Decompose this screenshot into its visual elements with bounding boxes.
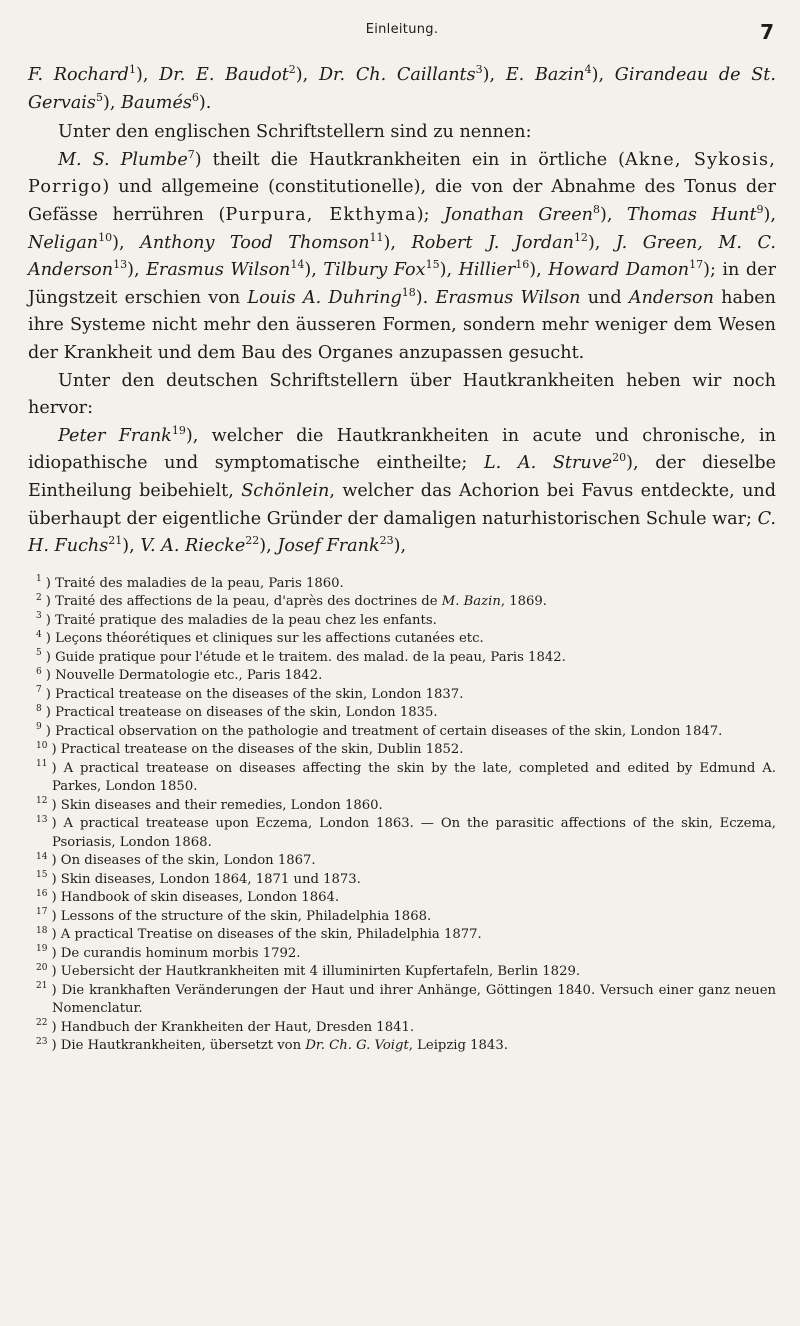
- footnote-reference: 14: [290, 258, 305, 272]
- footnote-number: 4: [36, 629, 42, 640]
- footnote-paren: ): [45, 631, 56, 647]
- text-run: ), welcher die Hautkrankheiten in acute und chronische, in idiopathische und symptomatische eintheilte;: [28, 425, 776, 474]
- footnote-16: [28, 889, 776, 908]
- footnote-paren: ): [51, 1019, 61, 1035]
- text-run: Traité des maladies de la peau, Paris 1860.: [55, 575, 344, 591]
- text-run: Handbook of skin diseases, London 1864.: [60, 890, 340, 906]
- text-run: und: [580, 287, 629, 308]
- text-run: ).: [415, 287, 436, 308]
- body-text: [28, 62, 776, 561]
- text-run: Traité pratique des maladies de la peau chez les enfants.: [55, 612, 437, 628]
- author-name: Peter Frank: [58, 425, 172, 446]
- footnote-number: 15: [36, 870, 48, 881]
- author-name: Thomas Hunt: [627, 204, 757, 225]
- text-run: ),: [393, 536, 407, 557]
- footnote-15: [28, 871, 776, 890]
- text-run: ),: [304, 260, 324, 281]
- text-run: ); in der Jüngstzeit erschien von: [28, 260, 776, 308]
- author-name: F. Rochard: [28, 65, 129, 85]
- footnote-number: 9: [36, 722, 42, 733]
- footnote-reference: 2: [288, 63, 296, 77]
- footnote-paren: ): [51, 1038, 61, 1054]
- text-run: ),: [383, 232, 412, 253]
- footnote-reference: 20: [612, 451, 627, 465]
- footnote-number: 10: [36, 740, 48, 751]
- footnote-paren: ): [45, 686, 56, 702]
- footnote-paren: ): [51, 964, 61, 980]
- author-name: V. A. Riecke: [140, 536, 246, 557]
- text-run: ),: [587, 232, 616, 253]
- author-name: Baumés: [121, 92, 192, 113]
- footnote-8: [28, 704, 776, 723]
- footnote-12: [28, 797, 776, 816]
- footnote-reference: 4: [584, 63, 592, 77]
- footnote-paren: ): [51, 742, 61, 758]
- text-run: Skin diseases, London 1864, 1871 und 1873.: [60, 871, 361, 887]
- author-name: Anderson: [628, 287, 714, 308]
- paragraph-german-authors: [28, 423, 776, 561]
- paragraph-german-intro: [28, 368, 776, 423]
- text-run: ),: [529, 260, 549, 281]
- text-run: ), der dieselbe Eintheilung beibehielt,: [28, 453, 776, 501]
- footnote-4: [28, 630, 776, 649]
- footnote-paren: ): [45, 575, 56, 591]
- footnote-number: 5: [36, 648, 42, 659]
- footnote-6: [28, 667, 776, 686]
- footnotes: [28, 575, 776, 1056]
- text-run: Traité des affections de la peau, d'après des doctrines de: [55, 594, 442, 610]
- text-run: Skin diseases and their remedies, London 1860.: [60, 797, 383, 813]
- page-header: [28, 0, 776, 56]
- footnote-reference: 19: [171, 423, 186, 437]
- text-run: Die Hautkrankheiten, übersetzt von: [60, 1038, 306, 1054]
- footnote-paren: ): [45, 668, 56, 684]
- text-run: , 1869.: [500, 594, 547, 610]
- footnote-paren: ): [51, 816, 64, 832]
- footnote-paren: ): [51, 927, 61, 943]
- footnote-paren: ): [45, 594, 56, 610]
- author-name: Louis A. Duhring: [247, 287, 402, 308]
- author-name: Tilbury Fox: [323, 260, 426, 281]
- text-run: A practical treatease upon Eczema, London 1863. — On the parasitic affections of the skin, Eczema, Psoriasis, London 1868.: [52, 816, 776, 850]
- footnote-number: 11: [36, 759, 48, 770]
- footnote-reference: 9: [756, 203, 764, 217]
- footnote-reference: 10: [98, 230, 113, 244]
- text-run: haben ihre Systeme nicht mehr den äusseren Formen, sondern mehr weniger dem Wesen der Krankheit und dem Bau des Organes anzupassen gesucht.: [28, 287, 776, 363]
- author-name: Schönlein: [241, 480, 330, 501]
- author-name: Dr. Ch. G. Voigt: [305, 1038, 409, 1054]
- author-name: Hillier: [458, 260, 516, 281]
- text-run: Die krankhaften Veränderungen der Haut und ihrer Anhänge, Göttingen 1840. Versuch einer ganz neuen Nomenclatur.: [52, 982, 776, 1017]
- paragraph-french-authors: [28, 62, 776, 117]
- footnote-23: [28, 1037, 776, 1056]
- footnote-paren: ): [45, 612, 56, 628]
- footnote-paren: ): [51, 982, 62, 998]
- footnote-3: [28, 612, 776, 631]
- footnote-paren: ): [51, 760, 64, 776]
- text-run: On diseases of the skin, London 1867.: [60, 853, 316, 869]
- text-run: Lessons of the structure of the skin, Philadelphia 1868.: [60, 908, 432, 924]
- footnote-number: 22: [36, 1018, 48, 1029]
- text-run: , Leipzig 1843.: [408, 1038, 508, 1054]
- footnote-19: [28, 945, 776, 964]
- text-run: Unter den englischen Schriftstellern sind zu nennen:: [58, 122, 532, 143]
- footnote-20: [28, 963, 776, 982]
- footnote-reference: 3: [475, 63, 483, 77]
- footnote-number: 20: [36, 962, 48, 973]
- footnote-number: 23: [36, 1036, 48, 1047]
- paragraph-english-intro: [28, 119, 776, 147]
- author-name: Dr. Ch. Caillants: [318, 65, 476, 85]
- footnote-2: [28, 593, 776, 612]
- author-name: M. Bazin: [441, 594, 501, 610]
- text-run: ) theilt die Hautkrankheiten ein in örtliche (: [194, 149, 625, 170]
- footnote-number: 19: [36, 944, 48, 955]
- footnote-reference: 8: [593, 203, 600, 217]
- footnote-18: [28, 926, 776, 945]
- book-page: [28, 0, 776, 1326]
- text-run: ).: [198, 92, 212, 113]
- text-run: Practical treatease on the diseases of the skin, Dublin 1852.: [60, 742, 464, 758]
- author-name: C. H. Fuchs: [28, 508, 776, 557]
- footnote-reference: 22: [245, 534, 260, 548]
- footnote-9: [28, 723, 776, 742]
- footnote-reference: 16: [515, 258, 530, 272]
- footnote-paren: ): [51, 853, 61, 869]
- footnote-paren: ): [45, 649, 56, 665]
- footnote-11: [28, 760, 776, 797]
- text-run: ),: [112, 232, 141, 253]
- text-run: ),: [259, 536, 278, 557]
- text-run: De curandis hominum morbis 1792.: [60, 945, 301, 961]
- footnote-number: 13: [36, 814, 48, 825]
- text-run: Uebersicht der Hautkrankheiten mit 4 illuminirten Kupfertafeln, Berlin 1829.: [60, 964, 581, 980]
- footnote-number: 6: [36, 666, 42, 677]
- text-run: ) und allgemeine (constitutionelle), die von der Abnahme des Tonus der Gefässe herrühren (: [28, 177, 776, 225]
- text-run: Practical observation on the pathologie and treatment of certain diseases of the skin, London 1847.: [55, 723, 723, 739]
- footnote-14: [28, 852, 776, 871]
- footnote-number: 21: [36, 981, 48, 992]
- footnote-paren: ): [45, 705, 56, 721]
- footnote-5: [28, 649, 776, 668]
- text-run: ),: [295, 65, 319, 85]
- footnote-number: 16: [36, 888, 48, 899]
- text-run: ),: [600, 204, 628, 225]
- footnote-reference: 1: [128, 63, 136, 77]
- footnote-22: [28, 1019, 776, 1038]
- author-name: Girandeau de St. Gervais: [28, 65, 776, 113]
- text-run: ),: [439, 260, 459, 281]
- footnote-1: [28, 575, 776, 594]
- footnote-paren: ): [51, 871, 61, 887]
- footnote-17: [28, 908, 776, 927]
- running-head: Einleitung.: [365, 22, 439, 37]
- footnote-number: 17: [36, 907, 48, 918]
- author-name: Erasmus Wilson: [146, 260, 291, 281]
- footnote-21: [28, 982, 776, 1019]
- text-run: ),: [122, 536, 141, 557]
- footnote-13: [28, 815, 776, 852]
- text-run: ),: [591, 65, 615, 85]
- footnote-reference: 11: [369, 230, 384, 244]
- footnote-paren: ): [51, 797, 61, 813]
- footnote-paren: ): [51, 945, 61, 961]
- text-run: A practical Treatise on diseases of the skin, Philadelphia 1877.: [60, 927, 482, 943]
- footnote-number: 3: [36, 611, 42, 622]
- footnote-number: 8: [36, 703, 42, 714]
- paragraph-english-authors: [28, 147, 776, 368]
- text-run: , welcher das Achorion bei Favus entdeckte, und überhaupt der eigentliche Gründer der damaligen naturhistorischen Schule war;: [28, 480, 776, 529]
- author-name: Howard Damon: [548, 260, 690, 281]
- text-run: Nouvelle Dermatologie etc., Paris 1842.: [55, 668, 323, 684]
- text-run: ),: [482, 65, 506, 85]
- text-run: A practical treatease on diseases affecting the skin by the late, completed and edited by Edmund A. Parkes, London 1850.: [52, 760, 777, 795]
- author-name: Anthony Tood Thomson: [140, 232, 370, 253]
- text-run: Handbuch der Krankheiten der Haut, Dresden 1841.: [60, 1019, 415, 1035]
- author-name: Dr. E. Baudot: [159, 65, 289, 85]
- text-run: Leçons théorétiques et cliniques sur les affections cutanées etc.: [55, 631, 484, 647]
- text-run: ),: [763, 204, 776, 225]
- footnote-number: 18: [36, 925, 48, 936]
- text-run: );: [416, 204, 445, 225]
- footnote-reference: 15: [425, 258, 440, 272]
- author-name: Jonathan Green: [444, 204, 593, 225]
- footnote-number: 12: [36, 796, 48, 807]
- text-run: Unter den deutschen Schriftstellern über Hautkrankheiten heben wir noch hervor:: [28, 370, 776, 419]
- author-name: E. Bazin: [505, 65, 585, 85]
- footnote-10: [28, 741, 776, 760]
- footnote-reference: 12: [573, 230, 588, 244]
- footnote-reference: 6: [191, 90, 199, 104]
- footnote-reference: 21: [108, 534, 123, 548]
- footnote-reference: 18: [401, 285, 416, 299]
- footnote-paren: ): [51, 908, 61, 924]
- footnote-paren: ): [45, 723, 56, 739]
- text-run: ),: [135, 65, 160, 85]
- author-name: J. Green, M. C. Anderson: [28, 232, 776, 281]
- footnote-reference: 17: [689, 258, 704, 272]
- text-run: Practical treatease on the diseases of the skin, London 1837.: [55, 686, 464, 702]
- footnote-reference: 7: [187, 147, 195, 161]
- author-name: Robert J. Jordan: [411, 232, 574, 253]
- footnote-number: 7: [36, 685, 42, 696]
- author-name: Neligan: [28, 232, 99, 253]
- text-run: ),: [127, 260, 147, 281]
- author-name: M. S. Plumbe: [58, 149, 188, 170]
- author-name: Josef Frank: [277, 536, 380, 557]
- footnote-number: 14: [36, 851, 48, 862]
- footnote-reference: 23: [379, 534, 394, 548]
- footnote-paren: ): [51, 890, 61, 906]
- footnote-number: 2: [36, 592, 42, 603]
- text-run: Practical treatease on diseases of the skin, London 1835.: [55, 705, 438, 721]
- author-name: L. A. Struve: [483, 453, 613, 474]
- footnote-reference: 13: [113, 258, 128, 272]
- text-run: Guide pratique pour l'étude et le traitem. des malad. de la peau, Paris 1842.: [55, 649, 566, 665]
- footnote-number: 1: [36, 574, 42, 585]
- page-number: 7: [760, 20, 774, 44]
- text-run: ),: [102, 92, 122, 113]
- disease-terms: Akne, Sykosis, Porrigo: [28, 149, 777, 198]
- footnote-7: [28, 686, 776, 705]
- disease-terms: Purpura, Ekthyma: [225, 204, 417, 225]
- footnote-reference: 5: [95, 90, 103, 104]
- author-name: Erasmus Wilson: [435, 287, 581, 308]
